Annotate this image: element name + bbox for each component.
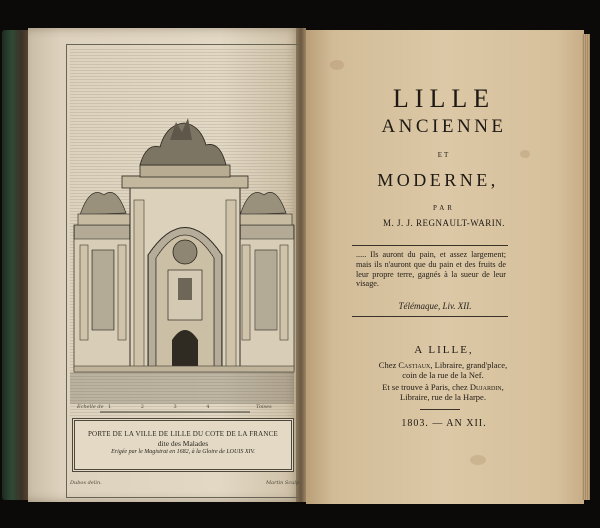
title-line-3: MODERNE, <box>377 170 499 190</box>
imprint-line-4: Libraire, rue de la Harpe. <box>400 392 486 402</box>
imprint-line-2: coin de la rue de la Nef. <box>402 370 484 380</box>
publisher-dujardin: Dujardin <box>469 382 502 392</box>
caption-line-1: PORTE DE LA VILLE DE LILLE DU COTE DE LA FRANCE <box>87 430 279 438</box>
imprint-place: A LILLE, <box>414 344 474 356</box>
author-name: M. J. J. REGNAULT-WARIN. <box>382 218 506 228</box>
epigraph-top-rule <box>352 245 508 246</box>
epigraph-bottom-rule <box>352 316 508 317</box>
scale-label: Echelle de <box>77 404 104 410</box>
title-line-2: ANCIENNE <box>381 116 507 137</box>
scale-numbers: 1 2 3 4 <box>108 404 224 410</box>
epigraph-text: ..... Ils auront du pain, et assez largement; mais ils n'auront que du pain et des fruits de leur propre terre, gagnés à la sueur de leur visage. <box>356 250 506 289</box>
date-rule <box>420 409 460 410</box>
publication-date: 1803. — AN XII. <box>401 418 487 429</box>
credit-draughtsman: Dubos delin. <box>70 480 102 486</box>
title-line-1: LILLE <box>392 84 496 113</box>
scale-unit: Toises <box>256 404 272 410</box>
credit-engraver: Martin Sculp. <box>266 480 301 486</box>
engraving-caption <box>72 418 294 472</box>
title-conjunction: ET <box>437 151 451 159</box>
epigraph-source: Télémaque, Liv. XII. <box>398 301 472 311</box>
caption-line-2: dite des Malades <box>157 439 209 448</box>
imprint-line-3: Et se trouve à Paris, chez Dujardin, <box>382 382 504 392</box>
caption-line-3: Erigée par le Magistrat en 1682, à la Gloire de LOUIS XIV. <box>111 449 255 455</box>
by-label: PAR <box>433 204 455 212</box>
publisher-castiaux: Castiaux <box>398 360 431 370</box>
imprint-line-1: Chez Castiaux, Libraire, grand'place, <box>378 360 508 370</box>
